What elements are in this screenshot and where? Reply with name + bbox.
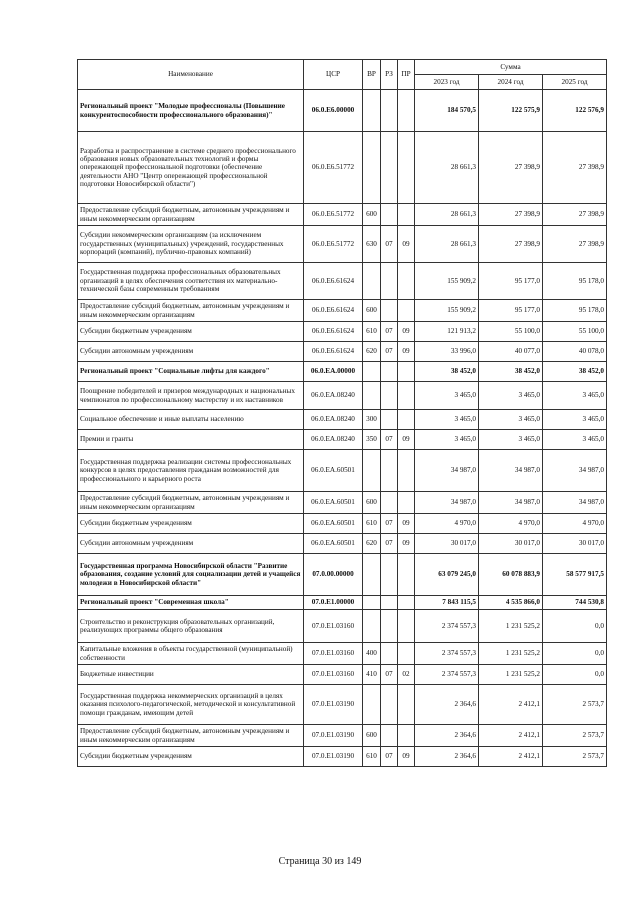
row-vr	[363, 450, 381, 492]
table-row	[78, 204, 607, 226]
row-csr: 06.0.EA.60501	[304, 534, 363, 554]
table-row	[78, 226, 607, 263]
row-vr: 350	[363, 430, 381, 450]
row-rz	[381, 263, 398, 300]
row-vr	[363, 90, 381, 132]
row-sum-2025: 4 970,0	[543, 514, 607, 534]
row-pr	[398, 685, 415, 725]
row-vr: 300	[363, 410, 381, 430]
row-vr: 630	[363, 226, 381, 263]
row-name: Государственная поддержка некоммерческих организаций в целях оказания психолого-педагогической, методической и консультативной помощи гражданам, имеющим детей	[78, 685, 304, 725]
row-sum-2025: 27 398,9	[543, 226, 607, 263]
row-vr: 610	[363, 514, 381, 534]
row-csr: 06.0.E6.51772	[304, 204, 363, 226]
table-row	[78, 342, 607, 362]
row-vr: 600	[363, 725, 381, 747]
row-vr: 610	[363, 322, 381, 342]
row-pr: 09	[398, 747, 415, 767]
table-body	[78, 90, 607, 767]
row-name: Субсидии автономным учреждениям	[78, 342, 304, 362]
row-rz: 07	[381, 342, 398, 362]
row-csr: 06.0.E6.00000	[304, 90, 363, 132]
row-rz	[381, 410, 398, 430]
row-csr: 06.0.E6.61624	[304, 322, 363, 342]
row-rz	[381, 610, 398, 643]
row-sum-2024: 55 100,0	[479, 322, 543, 342]
row-sum-2025: 95 178,0	[543, 263, 607, 300]
row-name: Предоставление субсидий бюджетным, автономным учреждениям и иным некоммерческим организациям	[78, 492, 304, 514]
row-name: Региональный проект "Молодые профессионалы (Повышение конкурентоспособности профессионального образования)"	[78, 90, 304, 132]
row-rz	[381, 643, 398, 665]
row-sum-2024: 1 231 525,2	[479, 665, 543, 685]
row-sum-2023: 4 970,0	[415, 514, 479, 534]
row-csr: 06.0.EA.60501	[304, 450, 363, 492]
row-vr	[363, 362, 381, 382]
row-sum-2023: 2 374 557,3	[415, 665, 479, 685]
row-sum-2024: 34 987,0	[479, 492, 543, 514]
row-csr: 06.0.EA.08240	[304, 430, 363, 450]
row-sum-2024: 3 465,0	[479, 410, 543, 430]
row-pr: 09	[398, 514, 415, 534]
row-vr: 600	[363, 300, 381, 322]
row-name: Предоставление субсидий бюджетным, автономным учреждениям и иным некоммерческим организациям	[78, 204, 304, 226]
row-vr: 410	[363, 665, 381, 685]
row-pr	[398, 492, 415, 514]
table-header-row	[78, 60, 607, 75]
row-sum-2024: 34 987,0	[479, 450, 543, 492]
row-sum-2023: 3 465,0	[415, 410, 479, 430]
header-vr: ВР	[363, 60, 381, 90]
row-csr: 07.0.E1.00000	[304, 596, 363, 610]
table-row	[78, 514, 607, 534]
row-sum-2024: 4 535 866,0	[479, 596, 543, 610]
row-pr	[398, 204, 415, 226]
row-sum-2025: 27 398,9	[543, 132, 607, 204]
row-pr	[398, 90, 415, 132]
budget-table	[77, 59, 607, 767]
row-sum-2025: 27 398,9	[543, 204, 607, 226]
row-sum-2024: 27 398,9	[479, 204, 543, 226]
row-name: Предоставление субсидий бюджетным, автономным учреждениям и иным некоммерческим организациям	[78, 300, 304, 322]
row-sum-2024: 122 575,9	[479, 90, 543, 132]
row-sum-2024: 27 398,9	[479, 226, 543, 263]
row-name: Региональный проект "Социальные лифты для каждого"	[78, 362, 304, 382]
table-row	[78, 300, 607, 322]
row-vr: 610	[363, 747, 381, 767]
row-rz	[381, 450, 398, 492]
table-row	[78, 610, 607, 643]
row-rz	[381, 300, 398, 322]
row-name: Региональный проект "Современная школа"	[78, 596, 304, 610]
row-sum-2024: 95 177,0	[479, 300, 543, 322]
row-vr: 620	[363, 534, 381, 554]
row-rz	[381, 90, 398, 132]
row-sum-2025: 3 465,0	[543, 410, 607, 430]
row-csr: 06.0.E6.51772	[304, 226, 363, 263]
row-name: Государственная поддержка профессиональных образовательных организаций в целях обеспечения соответствия их материально-технической базы современным требованиям	[78, 263, 304, 300]
row-sum-2024: 30 017,0	[479, 534, 543, 554]
row-sum-2024: 60 078 883,9	[479, 554, 543, 596]
row-rz	[381, 362, 398, 382]
row-sum-2023: 34 987,0	[415, 450, 479, 492]
row-sum-2023: 28 661,3	[415, 204, 479, 226]
header-year-2025: 2025 год	[543, 75, 607, 90]
table-row	[78, 430, 607, 450]
row-vr: 600	[363, 492, 381, 514]
table-row	[78, 534, 607, 554]
row-rz: 07	[381, 534, 398, 554]
row-name: Поощрение победителей и призеров международных и национальных чемпионатов по профессиональному мастерству и их наставников	[78, 382, 304, 410]
header-pr: ПР	[398, 60, 415, 90]
row-pr	[398, 725, 415, 747]
row-rz: 07	[381, 514, 398, 534]
row-sum-2025: 40 078,0	[543, 342, 607, 362]
row-sum-2025: 0,0	[543, 665, 607, 685]
row-sum-2025: 34 987,0	[543, 492, 607, 514]
row-sum-2023: 155 909,2	[415, 300, 479, 322]
table-row	[78, 747, 607, 767]
row-pr: 02	[398, 665, 415, 685]
row-pr	[398, 596, 415, 610]
row-vr: 620	[363, 342, 381, 362]
row-name: Социальное обеспечение и иные выплаты населению	[78, 410, 304, 430]
row-sum-2024: 2 412,1	[479, 685, 543, 725]
row-sum-2023: 184 570,5	[415, 90, 479, 132]
row-sum-2025: 34 987,0	[543, 450, 607, 492]
row-sum-2023: 2 374 557,3	[415, 643, 479, 665]
row-pr	[398, 643, 415, 665]
table-row	[78, 263, 607, 300]
row-pr	[398, 554, 415, 596]
row-pr	[398, 362, 415, 382]
header-name: Наименование	[78, 60, 304, 90]
row-pr	[398, 263, 415, 300]
table-row	[78, 665, 607, 685]
row-csr: 07.0.00.00000	[304, 554, 363, 596]
row-vr	[363, 263, 381, 300]
row-sum-2024: 1 231 525,2	[479, 643, 543, 665]
row-sum-2025: 3 465,0	[543, 430, 607, 450]
row-csr: 06.0.E6.61624	[304, 300, 363, 322]
row-csr: 06.0.EA.08240	[304, 382, 363, 410]
table-row	[78, 643, 607, 665]
row-name: Государственная поддержка реализации системы профессиональных конкурсов в целях предоставления гражданам возможностей для профессионального и карьерного роста	[78, 450, 304, 492]
row-sum-2025: 744 530,8	[543, 596, 607, 610]
row-sum-2024: 2 412,1	[479, 725, 543, 747]
row-sum-2024: 95 177,0	[479, 263, 543, 300]
header-sum: Сумма	[415, 60, 607, 75]
row-sum-2023: 34 987,0	[415, 492, 479, 514]
row-pr: 09	[398, 430, 415, 450]
row-sum-2023: 30 017,0	[415, 534, 479, 554]
row-sum-2025: 2 573,7	[543, 685, 607, 725]
row-rz: 07	[381, 430, 398, 450]
row-csr: 07.0.E1.03160	[304, 665, 363, 685]
table-row	[78, 685, 607, 725]
row-pr: 09	[398, 322, 415, 342]
row-sum-2023: 2 364,6	[415, 685, 479, 725]
row-sum-2025: 58 577 917,5	[543, 554, 607, 596]
row-csr: 06.0.E6.61624	[304, 342, 363, 362]
table-row	[78, 322, 607, 342]
row-name: Субсидии бюджетным учреждениям	[78, 747, 304, 767]
row-pr	[398, 610, 415, 643]
row-csr: 06.0.EA.60501	[304, 514, 363, 534]
row-csr: 06.0.EA.08240	[304, 410, 363, 430]
row-vr	[363, 132, 381, 204]
row-csr: 07.0.E1.03190	[304, 685, 363, 725]
row-rz	[381, 204, 398, 226]
row-sum-2024: 3 465,0	[479, 430, 543, 450]
header-year-2024: 2024 год	[479, 75, 543, 90]
row-rz: 07	[381, 322, 398, 342]
row-pr	[398, 410, 415, 430]
row-vr: 400	[363, 643, 381, 665]
row-csr: 07.0.E1.03190	[304, 725, 363, 747]
table-row	[78, 450, 607, 492]
row-csr: 07.0.E1.03160	[304, 643, 363, 665]
row-vr	[363, 685, 381, 725]
row-vr	[363, 382, 381, 410]
row-csr: 06.0.E6.51772	[304, 132, 363, 204]
header-year-2023: 2023 год	[415, 75, 479, 90]
row-sum-2023: 2 374 557,3	[415, 610, 479, 643]
row-sum-2024: 1 231 525,2	[479, 610, 543, 643]
row-sum-2024: 2 412,1	[479, 747, 543, 767]
row-sum-2025: 2 573,7	[543, 747, 607, 767]
row-rz: 07	[381, 665, 398, 685]
row-sum-2023: 38 452,0	[415, 362, 479, 382]
row-vr	[363, 554, 381, 596]
row-sum-2023: 28 661,3	[415, 132, 479, 204]
row-pr: 09	[398, 534, 415, 554]
row-sum-2025: 55 100,0	[543, 322, 607, 342]
table-row	[78, 362, 607, 382]
row-rz	[381, 596, 398, 610]
table-row	[78, 382, 607, 410]
row-name: Субсидии бюджетным учреждениям	[78, 322, 304, 342]
row-sum-2023: 3 465,0	[415, 430, 479, 450]
row-rz: 07	[381, 226, 398, 263]
row-pr	[398, 450, 415, 492]
row-rz	[381, 132, 398, 204]
row-sum-2023: 121 913,2	[415, 322, 479, 342]
row-sum-2025: 30 017,0	[543, 534, 607, 554]
row-sum-2024: 40 077,0	[479, 342, 543, 362]
table-row	[78, 596, 607, 610]
row-vr	[363, 610, 381, 643]
row-rz	[381, 685, 398, 725]
header-csr: ЦСР	[304, 60, 363, 90]
row-rz: 07	[381, 747, 398, 767]
table-row	[78, 492, 607, 514]
row-sum-2024: 38 452,0	[479, 362, 543, 382]
row-csr: 06.0.E6.61624	[304, 263, 363, 300]
table-row	[78, 725, 607, 747]
row-sum-2025: 122 576,9	[543, 90, 607, 132]
row-name: Предоставление субсидий бюджетным, автономным учреждениям и иным некоммерческим организациям	[78, 725, 304, 747]
row-sum-2023: 2 364,6	[415, 747, 479, 767]
row-sum-2023: 3 465,0	[415, 382, 479, 410]
row-name: Строительство и реконструкция образовательных организаций, реализующих программы общего образования	[78, 610, 304, 643]
row-name: Премии и гранты	[78, 430, 304, 450]
row-sum-2025: 0,0	[543, 643, 607, 665]
row-rz	[381, 725, 398, 747]
row-rz	[381, 492, 398, 514]
row-sum-2025: 0,0	[543, 610, 607, 643]
row-name: Государственная программа Новосибирской области "Развитие образования, создание условий для социализации детей и учащейся молодежи в Новосибирской области"	[78, 554, 304, 596]
row-pr	[398, 382, 415, 410]
row-sum-2023: 33 996,0	[415, 342, 479, 362]
row-sum-2024: 4 970,0	[479, 514, 543, 534]
row-sum-2023: 7 843 115,5	[415, 596, 479, 610]
row-rz	[381, 554, 398, 596]
row-name: Субсидии некоммерческим организациям (за исключением государственных (муниципальных) учреждений, государственных корпораций (компаний), публично-правовых компаний)	[78, 226, 304, 263]
row-sum-2023: 28 661,3	[415, 226, 479, 263]
row-pr	[398, 300, 415, 322]
row-name: Субсидии автономным учреждениям	[78, 534, 304, 554]
row-name: Субсидии бюджетным учреждениям	[78, 514, 304, 534]
row-csr: 06.0.EA.60501	[304, 492, 363, 514]
row-vr	[363, 596, 381, 610]
table-row	[78, 410, 607, 430]
table-row	[78, 554, 607, 596]
row-sum-2024: 3 465,0	[479, 382, 543, 410]
row-sum-2024: 27 398,9	[479, 132, 543, 204]
row-sum-2023: 63 079 245,0	[415, 554, 479, 596]
row-rz	[381, 382, 398, 410]
header-rz: РЗ	[381, 60, 398, 90]
row-vr: 600	[363, 204, 381, 226]
row-name: Бюджетные инвестиции	[78, 665, 304, 685]
row-csr: 06.0.EA.00000	[304, 362, 363, 382]
table-row	[78, 132, 607, 204]
row-sum-2025: 95 178,0	[543, 300, 607, 322]
row-pr	[398, 132, 415, 204]
row-sum-2025: 38 452,0	[543, 362, 607, 382]
row-name: Разработка и распространение в системе среднего профессионального образования новых образовательных технологий и формы опережающей профессиональной подготовки (обеспечение деятельности АНО "Центр опережающей профессиональной подготовки Новосибирской области")	[78, 132, 304, 204]
row-sum-2023: 2 364,6	[415, 725, 479, 747]
row-pr: 09	[398, 342, 415, 362]
row-sum-2023: 155 909,2	[415, 263, 479, 300]
page-footer: Страница 30 из 149	[278, 856, 362, 867]
table-row	[78, 90, 607, 132]
row-pr: 09	[398, 226, 415, 263]
row-csr: 07.0.E1.03190	[304, 747, 363, 767]
row-sum-2025: 2 573,7	[543, 725, 607, 747]
row-name: Капитальные вложения в объекты государственной (муниципальной) собственности	[78, 643, 304, 665]
row-sum-2025: 3 465,0	[543, 382, 607, 410]
row-csr: 07.0.E1.03160	[304, 610, 363, 643]
